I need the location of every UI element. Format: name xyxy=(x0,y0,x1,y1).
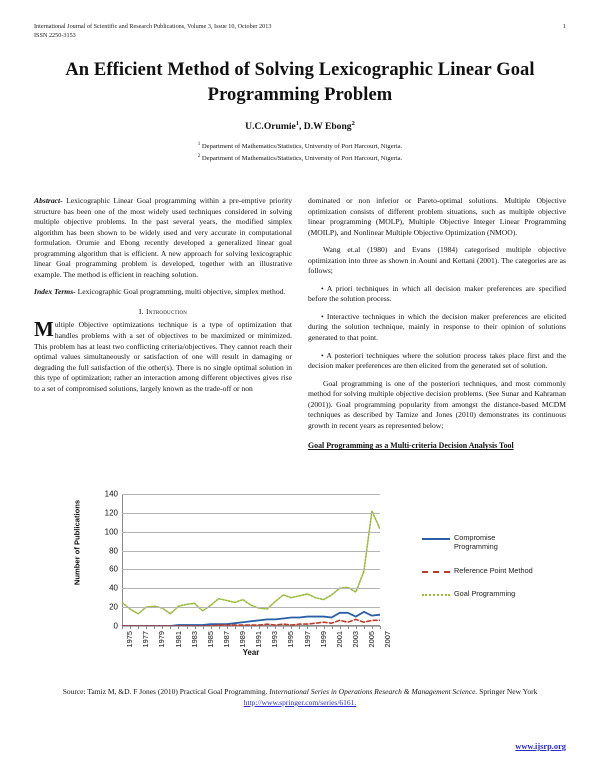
chart-y-tick-label: 120 xyxy=(104,508,118,518)
chart-x-tick-label: 1977 xyxy=(141,631,151,648)
author-list xyxy=(52,120,548,132)
chart-x-tick-label: 1997 xyxy=(302,631,312,648)
chart-legend-item[interactable] xyxy=(422,533,562,552)
chart-x-tick-label: 2007 xyxy=(383,631,393,648)
author-1-name: U.C.Orumie xyxy=(245,121,296,133)
page-title: An Efficient Method of Solving Lexicographic Linear Goal Programming Problem xyxy=(65,60,535,105)
abstract-paragraph xyxy=(34,196,292,280)
chart-y-tick-label: 60 xyxy=(109,564,118,574)
bullet-item-3: • A posteriori techniques where the solution process takes place first and the decision maker preferences are then elicited from the generated set of solution. xyxy=(308,350,566,371)
chart-x-tick-mark xyxy=(235,626,236,629)
chart-x-axis-label: Year xyxy=(242,648,260,657)
chart-x-tick-mark xyxy=(211,626,212,629)
chart-gridline xyxy=(122,569,380,570)
abstract-text: Lexicographic Linear Goal programming within a pre-emptive priority structure has been one of the most widely used techniques considered in solving multiple objective problems. In the past several years, the modified simplex algorithm has been shown to be widely used and very accurate in computational formulation. Orumie and Ebong recently developed a generalized linear goal programming algorithm that is efficient. A new approach for solving lexicographic linear Goal programming problem is developed, together with an illustrative example. The method is efficient in reaching solution. xyxy=(34,196,292,279)
chart-x-tick-mark xyxy=(340,626,341,629)
chart-legend-swatch xyxy=(422,568,450,576)
footer-url-link[interactable]: www.ijsrp.org xyxy=(515,742,566,751)
affiliation-1 xyxy=(52,140,548,152)
chart-y-tick-label: 20 xyxy=(109,602,118,612)
chart-x-tick-mark xyxy=(324,626,325,629)
chart-legend-label: Goal Programming xyxy=(454,589,516,599)
right-paragraph-1: dominated or non inferior or Pareto-optimal solutions. Multiple Objective optimization consists of different problem situations, such as multiple objective linear programming (MOLP), Multiple Objective Integer Linear Programming (MOILP), and Nonlinear Multiple Objective Optimization (NMOO). xyxy=(308,196,566,237)
chart-x-tick-mark xyxy=(380,626,381,629)
chart-x-tick-mark xyxy=(307,626,308,629)
chart-x-tick-label: 1979 xyxy=(157,631,167,648)
right-column xyxy=(308,196,566,452)
caption-mid: Springer New York xyxy=(477,687,538,696)
chart-x-tick-label: 1989 xyxy=(238,631,248,648)
introduction-paragraph xyxy=(34,317,292,394)
chart-legend-label: Compromise Programming xyxy=(454,533,498,552)
chart-x-tick-mark xyxy=(154,626,155,629)
author-2-name: D.W Ebong xyxy=(303,121,352,133)
chart-x-tick-mark xyxy=(275,626,276,629)
chart-gridline xyxy=(122,588,380,589)
chart-x-tick-mark xyxy=(316,626,317,629)
page-footer xyxy=(34,742,566,751)
chart-y-axis-label: Number of Publications xyxy=(72,499,82,586)
caption-series-title: International Series in Operations Research & Management Science. xyxy=(269,687,478,696)
chart-legend-swatch xyxy=(422,535,450,543)
figure-caption xyxy=(36,686,564,708)
chart-legend-swatch xyxy=(422,591,450,599)
chart-x-tick-mark xyxy=(299,626,300,629)
chart-x-tick-label: 1975 xyxy=(125,631,135,648)
chart-x-tick-mark xyxy=(227,626,228,629)
chart-x-tick-mark xyxy=(122,626,123,629)
chart-x-tick-mark xyxy=(146,626,147,629)
chart-x-tick-mark xyxy=(291,626,292,629)
chart-x-tick-mark xyxy=(162,626,163,629)
chart-x-tick-mark xyxy=(170,626,171,629)
chart-x-tick-label: 1983 xyxy=(189,631,199,648)
abstract-label: Abstract- xyxy=(34,196,63,205)
right-paragraph-3: Goal programming is one of the posteriori techniques, and most commonly method for solving multiple objective decision problems. (See Sunar and Kahraman (2001)). Goal programming popularity from amongst the distance-based MCDM techniques as described by Tamize and Jones (2010) demonstrates its continuous growth in recent years as represented below; xyxy=(308,378,566,430)
chart-x-tick-label: 1985 xyxy=(205,631,215,648)
chart-x-tick-mark xyxy=(364,626,365,629)
chart-plot-area xyxy=(104,489,393,648)
introduction-text: ultiple Objective optimizations technique is a type of optimization that handles problems with a set of objectives to be maximized or minimized. This problem has at least two conflicting criteria/objectives. They cannot reach their optimal values simultaneously or satisfaction of one will result in damaging or degrading the full satisfaction of the other(s). There is no single optimal solution in this type of optimization; rather an interaction among different objectives gives rise to a set of compromised solutions, largely known as the trade-off or non xyxy=(34,320,292,393)
chart-x-tick-mark xyxy=(372,626,373,629)
chart-x-tick-label: 1987 xyxy=(221,631,231,648)
author-1-sup: 1 xyxy=(295,120,299,127)
author-2-sup: 2 xyxy=(351,120,355,127)
chart-gridline xyxy=(122,607,380,608)
chart-x-tick-mark xyxy=(283,626,284,629)
chart-x-tick-mark xyxy=(138,626,139,629)
right-paragraph-2: Wang et.al (1980) and Evans (1984) categorised multiple objective optimization into three as shown in Aouni and Kettani (2001). The categories are as follows; xyxy=(308,245,566,276)
chart-x-tick-mark xyxy=(356,626,357,629)
affiliation-1-sup: 1 xyxy=(197,142,201,147)
chart-y-tick-label: 0 xyxy=(113,621,118,631)
caption-url-link[interactable]: http://www.springer.com/series/6161. xyxy=(243,698,357,707)
chart-y-tick-label: 140 xyxy=(104,489,118,499)
chart-x-tick-mark xyxy=(259,626,260,629)
chart-gridline xyxy=(122,513,380,514)
chart-x-tick-mark xyxy=(332,626,333,629)
chart-x-tick-label: 1993 xyxy=(270,631,280,648)
drop-cap: M xyxy=(34,317,54,342)
bullet-item-2: • Interactive techniques in which the decision maker preferences are elicited during the solution technique, mainly in response to their opinion of solutions generated to that point. xyxy=(308,311,566,343)
running-head xyxy=(34,22,566,40)
chart-x-tick-label: 1995 xyxy=(286,631,296,648)
chart-y-tick-label: 80 xyxy=(109,546,118,556)
subsection-heading: Goal Programming as a Multi-criteria Decision Analysis Tool xyxy=(308,441,514,451)
chart xyxy=(36,486,564,661)
chart-y-tick-label: 40 xyxy=(109,583,118,593)
chart-x-tick-mark xyxy=(178,626,179,629)
affiliation-2-sup: 2 xyxy=(197,154,201,160)
section-heading-introduction: I. Introduction xyxy=(138,306,188,316)
page-number: 1 xyxy=(562,23,566,30)
issn-line: ISSN 2250-3153 xyxy=(34,32,76,39)
chart-x-tick-label: 1999 xyxy=(318,631,328,648)
chart-x-tick-label: 1981 xyxy=(173,631,183,648)
running-head-text xyxy=(34,22,271,40)
chart-series-line xyxy=(122,511,380,614)
chart-gridline xyxy=(122,551,380,552)
affiliation-2 xyxy=(52,152,548,164)
chart-series-line xyxy=(122,612,380,626)
chart-legend-label: Reference Point Method xyxy=(454,565,533,575)
chart-x-tick-mark xyxy=(187,626,188,629)
caption-prefix: Source: Tamiz M, &D. F Jones (2010) Practical Goal Programming. xyxy=(62,687,270,696)
chart-y-tick-label: 100 xyxy=(104,527,118,537)
chart-x-tick-label: 2003 xyxy=(350,631,360,648)
chart-x-tick-mark xyxy=(130,626,131,629)
index-terms-label: Index Terms- xyxy=(34,287,76,297)
author-separator: , xyxy=(299,121,304,133)
chart-x-tick-mark xyxy=(348,626,349,629)
chart-x-tick-mark xyxy=(203,626,204,629)
chart-x-tick-label: 2001 xyxy=(334,631,344,648)
chart-x-tick-mark xyxy=(219,626,220,629)
chart-legend-item[interactable] xyxy=(422,566,562,575)
chart-x-tick-mark xyxy=(243,626,244,629)
chart-gridline xyxy=(122,494,380,495)
chart-legend-item[interactable] xyxy=(422,589,562,598)
chart-x-tick-label: 1991 xyxy=(254,631,264,648)
affiliation-list xyxy=(52,140,548,164)
index-terms-paragraph xyxy=(34,287,292,298)
figure-goal-programming-trend xyxy=(36,486,564,691)
chart-legend xyxy=(422,533,562,613)
chart-x-tick-mark xyxy=(251,626,252,629)
chart-x-tick-mark xyxy=(195,626,196,629)
chart-x-tick-label: 2005 xyxy=(367,631,377,648)
chart-x-tick-mark xyxy=(267,626,268,629)
left-column xyxy=(34,196,292,401)
bullet-item-1: • A priori techniques in which all decision maker preferences are specified before the solution process. xyxy=(308,283,566,304)
index-terms-text: Lexicographic Goal programming, multi objective, simplex method. xyxy=(75,287,286,297)
chart-gridline xyxy=(122,532,380,533)
journal-line: International Journal of Scientific and Research Publications, Volume 3, Issue 10, October 2013 xyxy=(34,23,272,30)
affiliation-2-text: Department of Mathematics/Statistics, University of Port Harcourt, Nigeria. xyxy=(200,155,403,163)
affiliation-1-text: Department of Mathematics/Statistics, University of Port Harcourt, Nigeria. xyxy=(200,143,403,151)
